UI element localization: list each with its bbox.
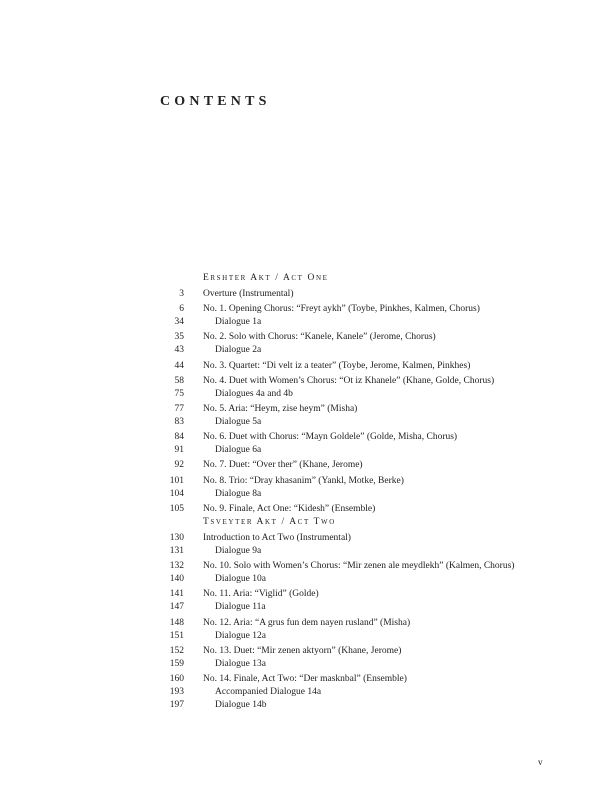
page-number: 35: [174, 332, 184, 343]
act-one-heading: Ershter Akt / Act One: [203, 273, 329, 283]
entry-title: Accompanied Dialogue 14a: [215, 687, 322, 697]
toc-entry: [0, 588, 600, 601]
entry-title: Dialogues 4a and 4b: [215, 388, 293, 399]
entry-title: Overture (Instrumental): [203, 289, 294, 299]
page-number: 105: [169, 503, 184, 514]
page-number: 83: [174, 417, 184, 427]
page-number: 140: [169, 574, 184, 585]
page-number: 131: [169, 546, 184, 556]
entry-title: No. 8. Trio: “Dray khasanim” (Yankl, Motke, Berke): [203, 475, 404, 486]
toc-subentry: [0, 545, 600, 558]
page-number: 132: [169, 561, 184, 572]
page-number: 3: [179, 289, 184, 299]
page-number: 92: [174, 460, 184, 471]
toc-subentry: [0, 488, 600, 501]
toc-subentry: [0, 630, 600, 643]
toc-entry: [0, 645, 600, 658]
entry-title: Dialogue 13a: [215, 658, 266, 669]
entry-title: Dialogue 9a: [215, 546, 262, 556]
page-number: 43: [174, 345, 184, 356]
entry-title: No. 7. Duet: “Over ther” (Khane, Jerome): [203, 460, 363, 471]
toc-entry: [0, 475, 600, 488]
page-number: 159: [169, 658, 184, 669]
entry-title: No. 9. Finale, Act One: “Kidesh” (Ensemble): [203, 503, 376, 514]
toc-entry: [0, 303, 600, 316]
toc-subentry: [0, 416, 600, 429]
entry-title: Introduction to Act Two (Instrumental): [203, 533, 351, 543]
toc-entry: [0, 431, 600, 444]
entry-title: No. 4. Duet with Women’s Chorus: “Ot iz Khanele” (Khane, Golde, Chorus): [203, 375, 495, 386]
toc-subentry: [0, 316, 600, 329]
page-number: 75: [174, 388, 184, 399]
toc-subentry: [0, 573, 600, 586]
toc-entry: [0, 360, 600, 373]
page-number: 58: [174, 375, 184, 386]
toc-entry: [0, 503, 600, 516]
entry-title: No. 14. Finale, Act Two: “Der masknbal” (Ensemble): [203, 674, 407, 684]
page-number: 104: [169, 488, 184, 499]
entry-title: No. 6. Duet with Chorus: “Mayn Goldele” (Golde, Misha, Chorus): [203, 432, 458, 443]
entry-title: No. 12. Aria: “A grus fun dem nayen rusland” (Misha): [203, 617, 411, 628]
entry-title: Dialogue 2a: [215, 345, 262, 356]
entry-title: Dialogue 8a: [215, 488, 262, 499]
page-number: 91: [174, 445, 184, 456]
entry-title: Dialogue 6a: [215, 445, 262, 456]
toc-entry: [0, 617, 600, 630]
page-number: 148: [169, 617, 184, 628]
entry-title: No. 2. Solo with Chorus: “Kanele, Kanele” (Jerome, Chorus): [203, 332, 436, 343]
page-number: 147: [169, 602, 184, 613]
page-number: 130: [169, 533, 184, 543]
toc-entry: [0, 403, 600, 416]
page-number: 77: [174, 404, 184, 414]
page-number: 152: [169, 645, 184, 656]
entry-title: No. 5. Aria: “Heym, zise heym” (Misha): [203, 404, 358, 414]
entry-title: Dialogue 1a: [215, 317, 262, 328]
toc-entry: [0, 673, 600, 686]
entry-title: Dialogue 5a: [215, 417, 262, 427]
page-number: 141: [169, 589, 184, 600]
entry-title: No. 13. Duet: “Mir zenen aktyorn” (Khane, Jerome): [203, 645, 402, 656]
toc-subentry: [0, 699, 600, 712]
page-number: 193: [169, 687, 184, 697]
toc-subentry: [0, 601, 600, 614]
toc-entry: [0, 331, 600, 344]
page-number: 44: [174, 360, 184, 371]
page-title: CONTENTS: [160, 94, 271, 109]
entry-title: Dialogue 14b: [215, 700, 267, 710]
page-number: 34: [174, 317, 184, 328]
page-number: 6: [179, 304, 184, 315]
toc-entry: [0, 288, 600, 301]
entry-title: No. 11. Aria: “Viglid” (Golde): [203, 589, 319, 600]
page-number: 101: [169, 475, 184, 486]
toc-subentry: [0, 686, 600, 699]
toc-entry: [0, 459, 600, 472]
toc-entry: [0, 560, 600, 573]
entry-title: No. 1. Opening Chorus: “Freyt aykh” (Toybe, Pinkhes, Kalmen, Chorus): [203, 304, 480, 315]
entry-title: Dialogue 10a: [215, 574, 266, 585]
toc-subentry: [0, 444, 600, 457]
toc-subentry: [0, 344, 600, 357]
toc-subentry: [0, 658, 600, 671]
page-number: 84: [174, 432, 184, 443]
entry-title: No. 3. Quartet: “Di velt iz a teater” (Toybe, Jerome, Kalmen, Pinkhes): [203, 360, 471, 371]
entry-title: Dialogue 11a: [215, 602, 266, 613]
entry-title: Dialogue 12a: [215, 630, 266, 641]
toc-subentry: [0, 388, 600, 401]
act-two-heading: Tsveyter Akt / Act Two: [203, 517, 336, 527]
page-number: 151: [169, 630, 184, 641]
toc-entry: [0, 532, 600, 545]
page-folio: v: [538, 757, 543, 767]
toc-entry: [0, 375, 600, 388]
page-number: 160: [169, 674, 184, 684]
page-number: 197: [169, 700, 184, 710]
entry-title: No. 10. Solo with Women’s Chorus: “Mir zenen ale meydlekh” (Kalmen, Chorus): [203, 561, 515, 572]
